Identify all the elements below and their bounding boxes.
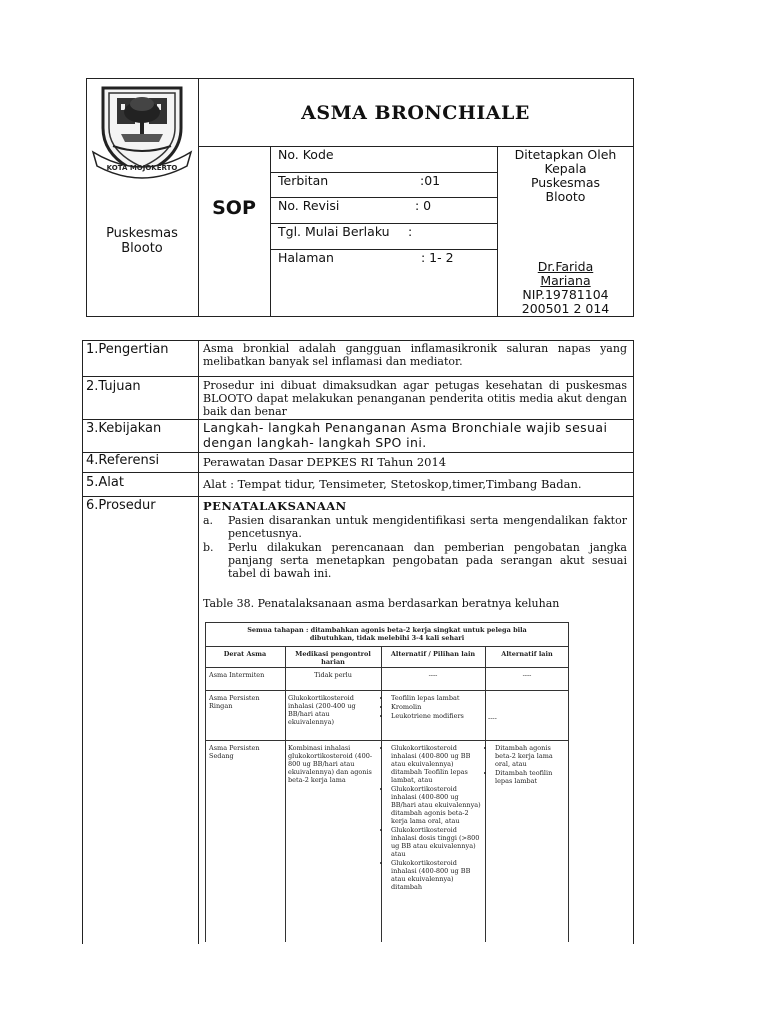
item-a-marker: a.: [203, 514, 214, 527]
approval-block: [498, 148, 633, 204]
institution-name: [88, 226, 196, 256]
text-pengertian: Asma bronkial adalah gangguan inflamasikronik saluran napas yang melibatkan banyak sel inflamasi dan mediator.: [203, 342, 627, 368]
institution-text: Puskesmas Blooto: [106, 226, 178, 256]
row3-alt-item: • Glukokortikosteroid inhalasi dosis tinggi (>800 ug BB atau ekuivalennya) atau: [391, 826, 481, 858]
text-referensi: Perawatan Dasar DEPKES RI Tahun 2014: [203, 455, 447, 469]
row3-derat: Asma Persisten Sedang: [209, 744, 260, 760]
row3-alt-lain-item: • Ditambah agonis beta-2 kerja lama oral, atau: [495, 744, 567, 768]
label-pengertian: 1.Pengertian: [86, 342, 169, 357]
field-halaman: [278, 250, 493, 265]
approval-line2: Kepala: [544, 161, 587, 176]
table-banner: [207, 626, 567, 642]
row1-medikasi: Tidak perlu: [314, 671, 352, 679]
label-kebijakan: 3.Kebijakan: [86, 421, 162, 436]
row2-alternatif: [383, 694, 481, 721]
field-terbitan: [278, 173, 493, 188]
row2-alt-item: • Kromolin: [391, 703, 481, 711]
signer-name2: Mariana: [540, 273, 591, 288]
header-medikasi: Medikasi pengontrol harian: [295, 650, 371, 666]
row3-medikasi: Kombinasi inhalasi glukokortikosteroid (400-800 ug BB/hari atau ekuivalennya) dan agonis beta-2 kerja lama: [288, 744, 373, 784]
row2-medikasi: Glukokortikosteroid inhalasi (200-400 ug BB/hari atau ekuivalennya): [288, 694, 356, 726]
approval-line4: Blooto: [545, 189, 586, 204]
row2-derat: Asma Persisten Ringan: [209, 694, 260, 710]
field-tgl-mulai-label: Tgl. Mulai Berlaku: [278, 224, 390, 239]
field-no-revisi: [278, 198, 493, 213]
label-tujuan: 2.Tujuan: [86, 379, 141, 394]
header-alternatif-lain: Alternatif lain: [501, 650, 553, 658]
document-title: ASMA BRONCHIALE: [301, 102, 530, 124]
row3-alt-item: • Glukokortikosteroid inhalasi (400-800 ug BB atau ekuivalennya) ditambah Teofilin lepas lambat, atau: [391, 744, 481, 784]
banner-line1: Semua tahapan : ditambahkan agonis beta-2 kerja singkat untuk pelega bila: [247, 626, 527, 634]
field-no-kode: [278, 147, 334, 162]
field-no-revisi-value: : 0: [415, 198, 432, 213]
text-tujuan: Prosedur ini dibuat dimaksudkan agar petugas kesehatan di puskesmas BLOOTO dapat melakukan penanganan penderita otitis media akut dengan baik dan benar: [203, 379, 627, 418]
item-b-text: Perlu dilakukan perencanaan dan pemberian pengobatan jangka panjang serta menetapkan pengobatan pada serangan akut sesuai tabel di bawah ini.: [228, 541, 627, 580]
field-no-kode-label: No. Kode: [278, 147, 334, 162]
label-referensi: 4.Referensi: [86, 453, 160, 468]
table-caption: Table 38. Penatalaksanaan asma berdasarkan beratnya keluhan: [203, 597, 560, 610]
row2-alt-item: • Leukotriene modifiers: [391, 712, 481, 720]
kota-mojokerto-logo: [91, 82, 193, 182]
row1-alternatif: ----: [428, 671, 438, 679]
signer-nip1: NIP.19781104: [522, 287, 609, 302]
field-tgl-mulai: [278, 224, 493, 239]
item-b-marker: b.: [203, 541, 214, 554]
approval-line3: Puskesmas: [530, 175, 601, 190]
row3-alt-lain-item: • Ditambah teofilin lepas lambat: [495, 769, 567, 785]
item-a-text: Pasien disarankan untuk mengidentifikasi serta mengendalikan faktor pencetusnya.: [228, 514, 627, 540]
text-kebijakan: Langkah- langkah Penanganan Asma Bronchiale wajib sesuai dengan langkah- langkah SPO ini.: [203, 420, 608, 450]
approval-line1: Ditetapkan Oleh: [514, 147, 617, 162]
signer-nip2: 200501 2 014: [521, 301, 610, 316]
row3-alternatif: [383, 744, 481, 892]
field-terbitan-label: Terbitan: [278, 173, 329, 188]
row3-alt-item: • Glukokortikosteroid inhalasi (400-800 ug BB/hari atau ekuivalennya) ditambah agonis beta-2 kerja lama oral, atau: [391, 785, 481, 825]
text-alat: Alat : Tempat tidur, Tensimeter, Stetoskop,timer,Timbang Badan.: [203, 477, 582, 491]
prosedur-heading: PENATALAKSANAAN: [203, 499, 347, 513]
header-derat-asma: Derat Asma: [223, 650, 267, 658]
header-alternatif-pilihan: Alternatif / Pilihan lain: [390, 650, 476, 658]
row3-alternatif-lain: [487, 744, 567, 786]
row1-derat: Asma Intermiten: [209, 671, 265, 679]
asthma-treatment-table: [205, 622, 569, 942]
field-halaman-label: Halaman: [278, 250, 334, 265]
label-prosedur: 6.Prosedur: [86, 498, 156, 513]
banner-line2: dibutuhkan, tidak melebihi 3-4 kali sehari: [309, 634, 465, 642]
label-alat: 5.Alat: [86, 475, 124, 490]
row1-alternatif-lain: ----: [522, 671, 532, 679]
field-no-revisi-label: No. Revisi: [278, 198, 340, 213]
sop-label: SOP: [212, 197, 256, 219]
prosedur-item-b: [203, 541, 627, 580]
row3-alt-item: • Glukokortikosteroid inhalasi (400-800 ug BB atau ekuivalennya) ditambah: [391, 859, 481, 891]
field-terbitan-value: :01: [420, 173, 441, 188]
signer-name1: Dr.Farida: [537, 259, 594, 274]
logo-ribbon-text: KOTA MOJOKERTO: [106, 164, 178, 172]
field-halaman-value: : 1- 2: [421, 250, 454, 265]
row2-alt-item: • Teofilin lepas lambat: [391, 694, 481, 702]
field-tgl-mulai-value: :: [408, 224, 413, 239]
prosedur-item-a: [203, 514, 627, 540]
approval-signature: [498, 260, 633, 316]
row2-alternatif-lain: ----: [488, 714, 497, 722]
